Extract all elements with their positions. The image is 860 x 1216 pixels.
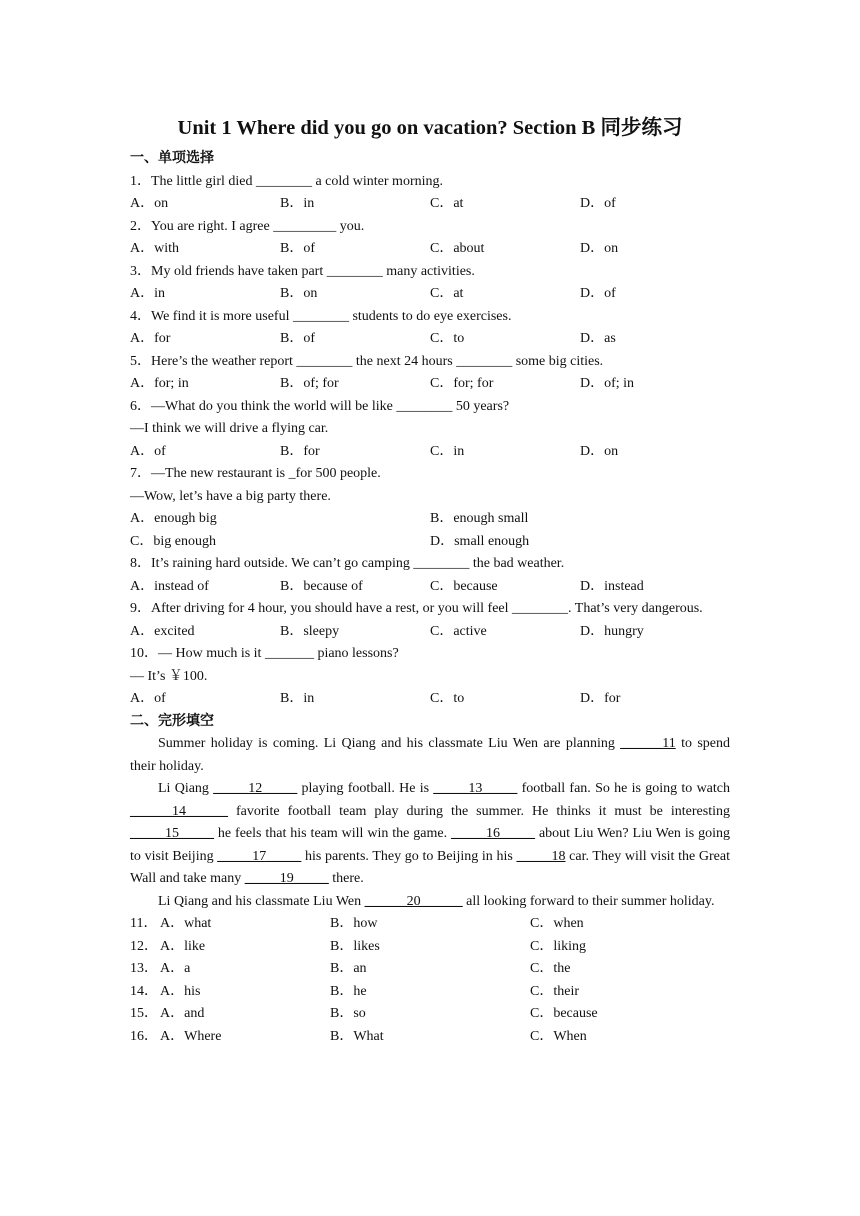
blank-11: ______11 [620,736,676,751]
option-b: B．What [330,1028,384,1044]
passage-text: about Liu Wen? Liu Wen is going to visit Beijing [130,826,730,864]
option-b: B．for [280,443,320,459]
option-a: A．Where [160,1028,222,1044]
question-7-response: —Wow, let’s have a big party there. [130,488,331,504]
question-1-stem: 1．The little girl died ________ a cold winter morning. [130,173,443,189]
question-2-stem: 2．You are right. I agree _________ you. [130,218,365,234]
passage-text: favorite football team play during the summer. He thinks it must be interesting [228,803,730,819]
option-b: B．on [280,286,318,301]
blank-16: _____16_____ [451,826,536,841]
page-title: Unit 1 Where did you go on vacation? Section B 同步练习 [177,117,683,139]
passage-text: he feels that his team will win the game. [214,826,452,841]
option-d: D．small enough [430,533,530,549]
option-a: A．of [130,691,166,706]
question-number: 11． [130,916,158,931]
option-c: C．about [430,241,485,256]
option-d: D．of [580,196,616,211]
cloze-question-16 [130,1026,730,1049]
section-heading-single-choice: 一、单项选择 [130,151,214,166]
blank-18: _____18 [516,848,566,864]
question-number: 16． [130,1028,158,1044]
option-a: A．a [160,961,191,976]
option-b: B．he [330,983,367,999]
question-10-response: — It’s ￥100. [130,668,208,684]
option-b: B．likes [330,938,380,954]
question-5-stem: 5．Here’s the weather report ________ the next 24 hours ________ some big cities. [130,353,604,369]
option-c: C．to [430,331,465,346]
passage-text: Li Qiang and his classmate Liu Wen [158,893,365,909]
question-7-options-row-2 [130,531,730,554]
option-d: D．instead [580,578,644,594]
option-d: D．of; in [580,376,635,391]
option-b: B．how [330,916,378,931]
option-b: B．of [280,331,315,346]
option-c: C．the [530,961,571,976]
question-7-options-row-1 [130,508,730,531]
passage-text: all looking forward to their summer holiday. [462,893,715,909]
cloze-question-15 [130,1003,730,1026]
cloze-paragraph-3 [130,891,730,914]
option-c: C．at [430,286,464,301]
option-b: B．enough small [430,511,529,526]
option-b: B．in [280,691,315,706]
question-6-stem: 6．—What do you think the world will be like ________ 50 years? [130,398,510,414]
blank-19: _____19_____ [244,871,329,886]
option-a: A．enough big [130,511,217,526]
option-a: A．of [130,443,166,459]
option-b: B．so [330,1006,366,1021]
question-5-options [130,373,730,396]
question-number: 14． [130,983,158,999]
blank-15: _____15_____ [130,826,214,841]
option-b: B．in [280,196,315,211]
option-a: A．for [130,331,171,346]
option-c: C．When [530,1028,587,1044]
question-4-stem: 4．We find it is more useful ________ students to do eye exercises. [130,308,512,324]
question-number: 13． [130,961,158,976]
option-a: A．excited [130,623,195,639]
option-a: A．what [160,916,212,931]
option-b: B．of; for [280,376,339,391]
option-d: D．for [580,691,621,706]
question-8-stem: 8．It’s raining hard outside. We can’t go camping ________ the bad weather. [130,556,565,571]
blank-17: _____17_____ [217,848,302,864]
question-10-stem: 10．— How much is it _______ piano lessons? [130,646,399,661]
option-c: C．liking [530,938,587,954]
option-b: B．of [280,241,315,256]
passage-text: football fan. So he is going to watch [517,781,731,796]
question-6-options [130,441,730,464]
passage-text: Li Qiang [158,781,214,796]
option-c: C．because [430,578,498,594]
question-2-options [130,238,730,261]
option-c: C．their [530,983,579,999]
option-c: C．active [430,623,487,639]
cloze-question-14 [130,981,730,1004]
question-10-options [130,688,730,711]
option-d: D．as [580,331,616,346]
passage-text: Summer holiday is coming. Li Qiang and his classmate Liu Wen are planning [158,736,621,751]
question-number: 15． [130,1006,158,1021]
blank-13: _____13_____ [433,781,518,796]
cloze-paragraph-1 [130,733,730,778]
option-d: D．on [580,443,619,459]
question-3-options [130,283,730,306]
option-b: B．an [330,961,367,976]
option-a: A．his [160,983,201,999]
passage-text: his parents. They go to Beijing in his [301,848,517,864]
option-c: C．when [530,916,584,931]
question-3-stem: 3．My old friends have taken part ________ many activities. [130,263,475,279]
passage-text: there. [328,871,364,886]
option-a: A．in [130,286,165,301]
cloze-question-11 [130,913,730,936]
option-c: C．in [430,443,465,459]
section-heading-cloze: 二、完形填空 [130,713,214,729]
option-a: A．instead of [130,578,209,594]
option-a: A．and [160,1006,205,1021]
question-7-stem: 7．—The new restaurant is _for 500 people. [130,466,381,481]
question-9-stem: 9．After driving for 4 hour, you should have a rest, or you will feel ________. That’s very dangerous. [130,601,703,616]
question-6-response: —I think we will drive a flying car. [130,421,329,436]
option-a: A．for; in [130,376,189,391]
option-c: C．big enough [130,533,216,549]
option-d: D．hungry [580,623,644,639]
blank-12: _____12_____ [213,781,298,796]
question-9-options [130,621,730,644]
question-number: 12． [130,938,158,954]
passage-text: playing football. He is [297,781,434,796]
blank-14: ______14______ [130,803,228,819]
option-d: D．of [580,286,616,301]
question-8-options [130,576,730,599]
question-1-options [130,193,730,216]
cloze-question-13 [130,958,730,981]
document-content [130,114,730,1048]
option-c: C．to [430,691,465,706]
option-c: C．because [530,1006,598,1021]
question-4-options [130,328,730,351]
cloze-question-12 [130,936,730,959]
option-a: A．on [130,196,169,211]
passage-text: to spend their holiday. [130,736,730,774]
blank-20: ______20______ [364,893,463,909]
option-c: C．for; for [430,376,494,391]
option-c: C．at [430,196,464,211]
option-a: A．with [130,241,179,256]
passage-text: car. They will visit the Great Wall and take many [130,848,730,886]
option-d: D．on [580,241,619,256]
cloze-paragraph-2 [130,778,730,891]
option-b: B．because of [280,578,363,594]
option-a: A．like [160,938,206,954]
option-b: B．sleepy [280,623,340,639]
